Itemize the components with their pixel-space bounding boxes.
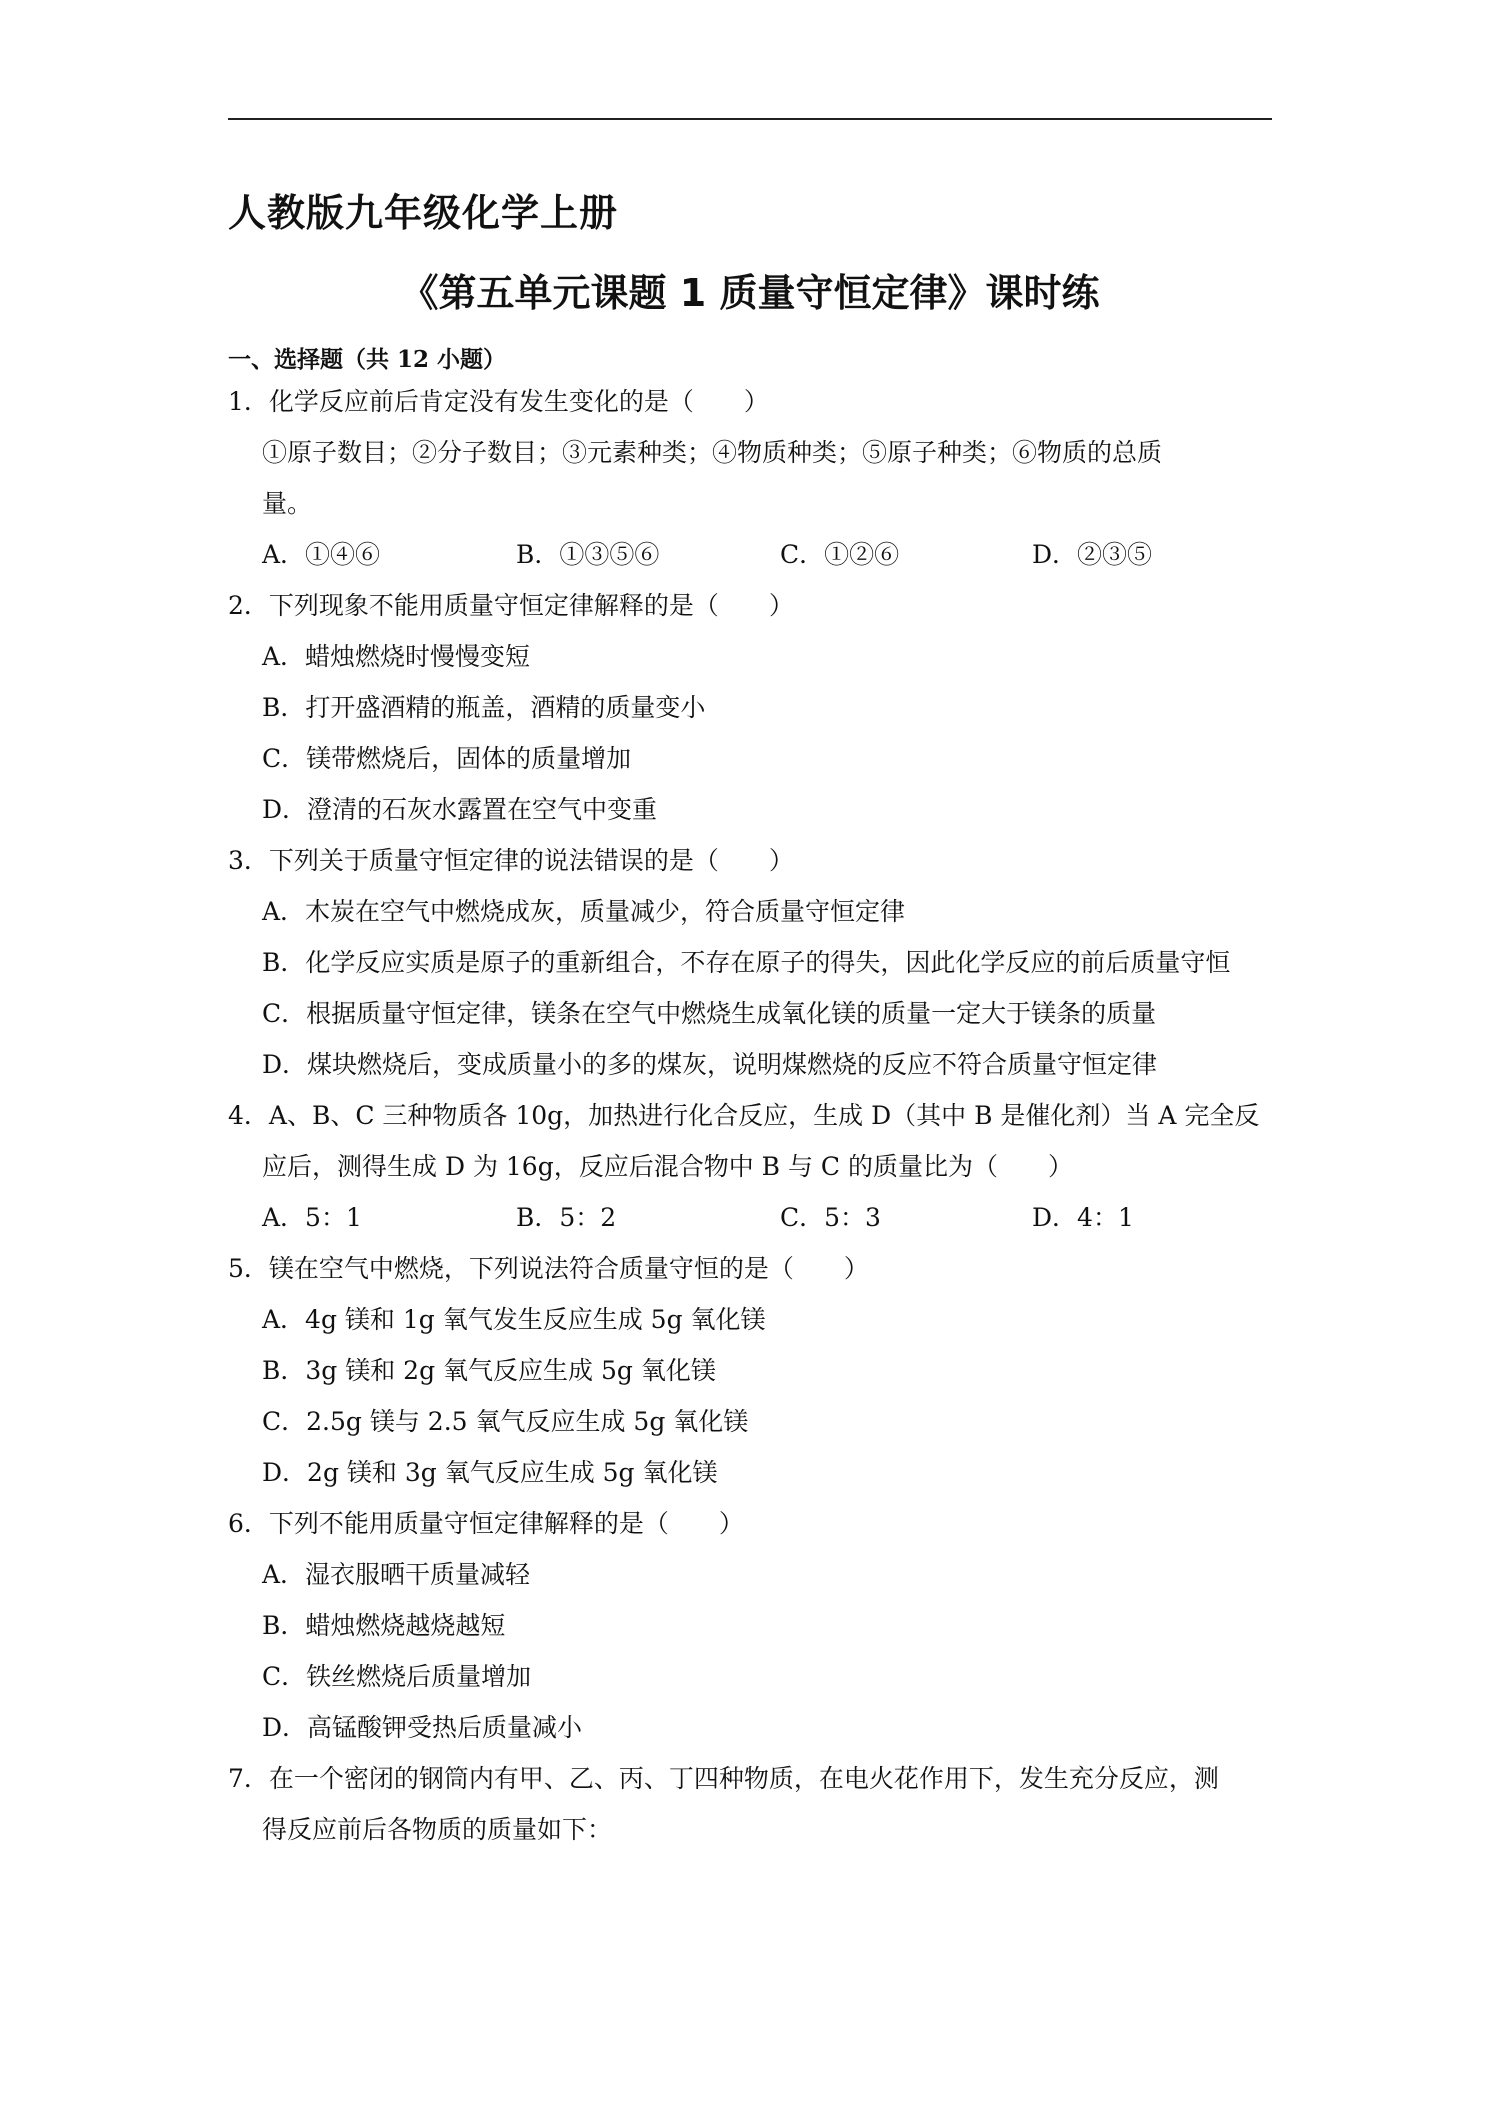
question-1-stem-line-3: 量。 [262, 489, 313, 518]
question-4-options [0, 1201, 1488, 1235]
question-2-option-b[interactable]: B．打开盛酒精的瓶盖，酒精的质量变小 [262, 693, 706, 722]
question-1-stem: 1．化学反应前后肯定没有发生变化的是（ ） [228, 387, 769, 416]
question-2-stem: 2．下列现象不能用质量守恒定律解释的是（ ） [228, 591, 794, 620]
question-7-stem-line-2: 得反应前后各物质的质量如下： [262, 1815, 613, 1844]
question-4-option-d[interactable]: D．4：1 [1032, 1203, 1134, 1232]
question-6-option-c[interactable]: C．铁丝燃烧后质量增加 [262, 1662, 532, 1691]
question-4-stem: 4．A、B、C 三种物质各 10g，加热进行化合反应，生成 D（其中 B 是催化剂）当 A 完全反 [228, 1101, 1260, 1130]
question-6-option-a[interactable]: A．湿衣服晒干质量减轻 [262, 1560, 531, 1589]
question-6-stem: 6．下列不能用质量守恒定律解释的是（ ） [228, 1509, 744, 1538]
question-6-option-d[interactable]: D．高锰酸钾受热后质量减小 [262, 1713, 583, 1742]
question-2-option-d[interactable]: D．澄清的石灰水露置在空气中变重 [262, 795, 658, 824]
question-5-option-d[interactable]: D．2g 镁和 3g 氧气反应生成 5g 氧化镁 [262, 1458, 718, 1487]
question-5-option-c[interactable]: C．2.5g 镁与 2.5 氧气反应生成 5g 氧化镁 [262, 1407, 749, 1436]
question-2-option-c[interactable]: C．镁带燃烧后，固体的质量增加 [262, 744, 632, 773]
document-subtitle: 《第五单元课题 1 质量守恒定律》课时练 [400, 271, 1100, 315]
question-1-option-b[interactable]: B．①③⑤⑥ [516, 540, 660, 569]
question-5-stem: 5．镁在空气中燃烧，下列说法符合质量守恒的是（ ） [228, 1254, 869, 1283]
document-title: 人教版九年级化学上册 [228, 191, 619, 235]
question-5-option-b[interactable]: B．3g 镁和 2g 氧气反应生成 5g 氧化镁 [262, 1356, 716, 1385]
question-2-option-a[interactable]: A．蜡烛燃烧时慢慢变短 [262, 642, 531, 671]
question-1-option-a[interactable]: A．①④⑥ [262, 540, 381, 569]
question-3-option-d[interactable]: D．煤块燃烧后，变成质量小的多的煤灰，说明煤燃烧的反应不符合质量守恒定律 [262, 1050, 1158, 1079]
question-3-stem: 3．下列关于质量守恒定律的说法错误的是（ ） [228, 846, 794, 875]
question-1-option-c[interactable]: C．①②⑥ [780, 540, 900, 569]
question-1-options [0, 538, 1488, 572]
question-5-option-a[interactable]: A．4g 镁和 1g 氧气发生反应生成 5g 氧化镁 [262, 1305, 766, 1334]
question-4-option-b[interactable]: B．5：2 [516, 1203, 617, 1232]
question-3-option-c[interactable]: C．根据质量守恒定律，镁条在空气中燃烧生成氧化镁的质量一定大于镁条的质量 [262, 999, 1157, 1028]
header-rule [228, 118, 1272, 120]
question-6-option-b[interactable]: B．蜡烛燃烧越烧越短 [262, 1611, 506, 1640]
question-1-option-d[interactable]: D．②③⑤ [1032, 540, 1153, 569]
question-7-stem: 7．在一个密闭的钢筒内有甲、乙、丙、丁四种物质，在电火花作用下，发生充分反应，测 [228, 1764, 1219, 1793]
question-4-option-c[interactable]: C．5：3 [780, 1203, 881, 1232]
question-4-option-a[interactable]: A．5：1 [262, 1203, 362, 1232]
question-3-option-a[interactable]: A．木炭在空气中燃烧成灰，质量减少，符合质量守恒定律 [262, 897, 906, 926]
section-title: 一、选择题（共 12 小题） [228, 346, 507, 373]
question-4-stem-line-2: 应后，测得生成 D 为 16g，反应后混合物中 B 与 C 的质量比为（ ） [262, 1152, 1073, 1181]
question-3-option-b[interactable]: B．化学反应实质是原子的重新组合，不存在原子的得失，因此化学反应的前后质量守恒 [262, 948, 1231, 977]
question-1-stem-line-2: ①原子数目；②分子数目；③元素种类；④物质种类；⑤原子种类；⑥物质的总质 [262, 438, 1163, 467]
